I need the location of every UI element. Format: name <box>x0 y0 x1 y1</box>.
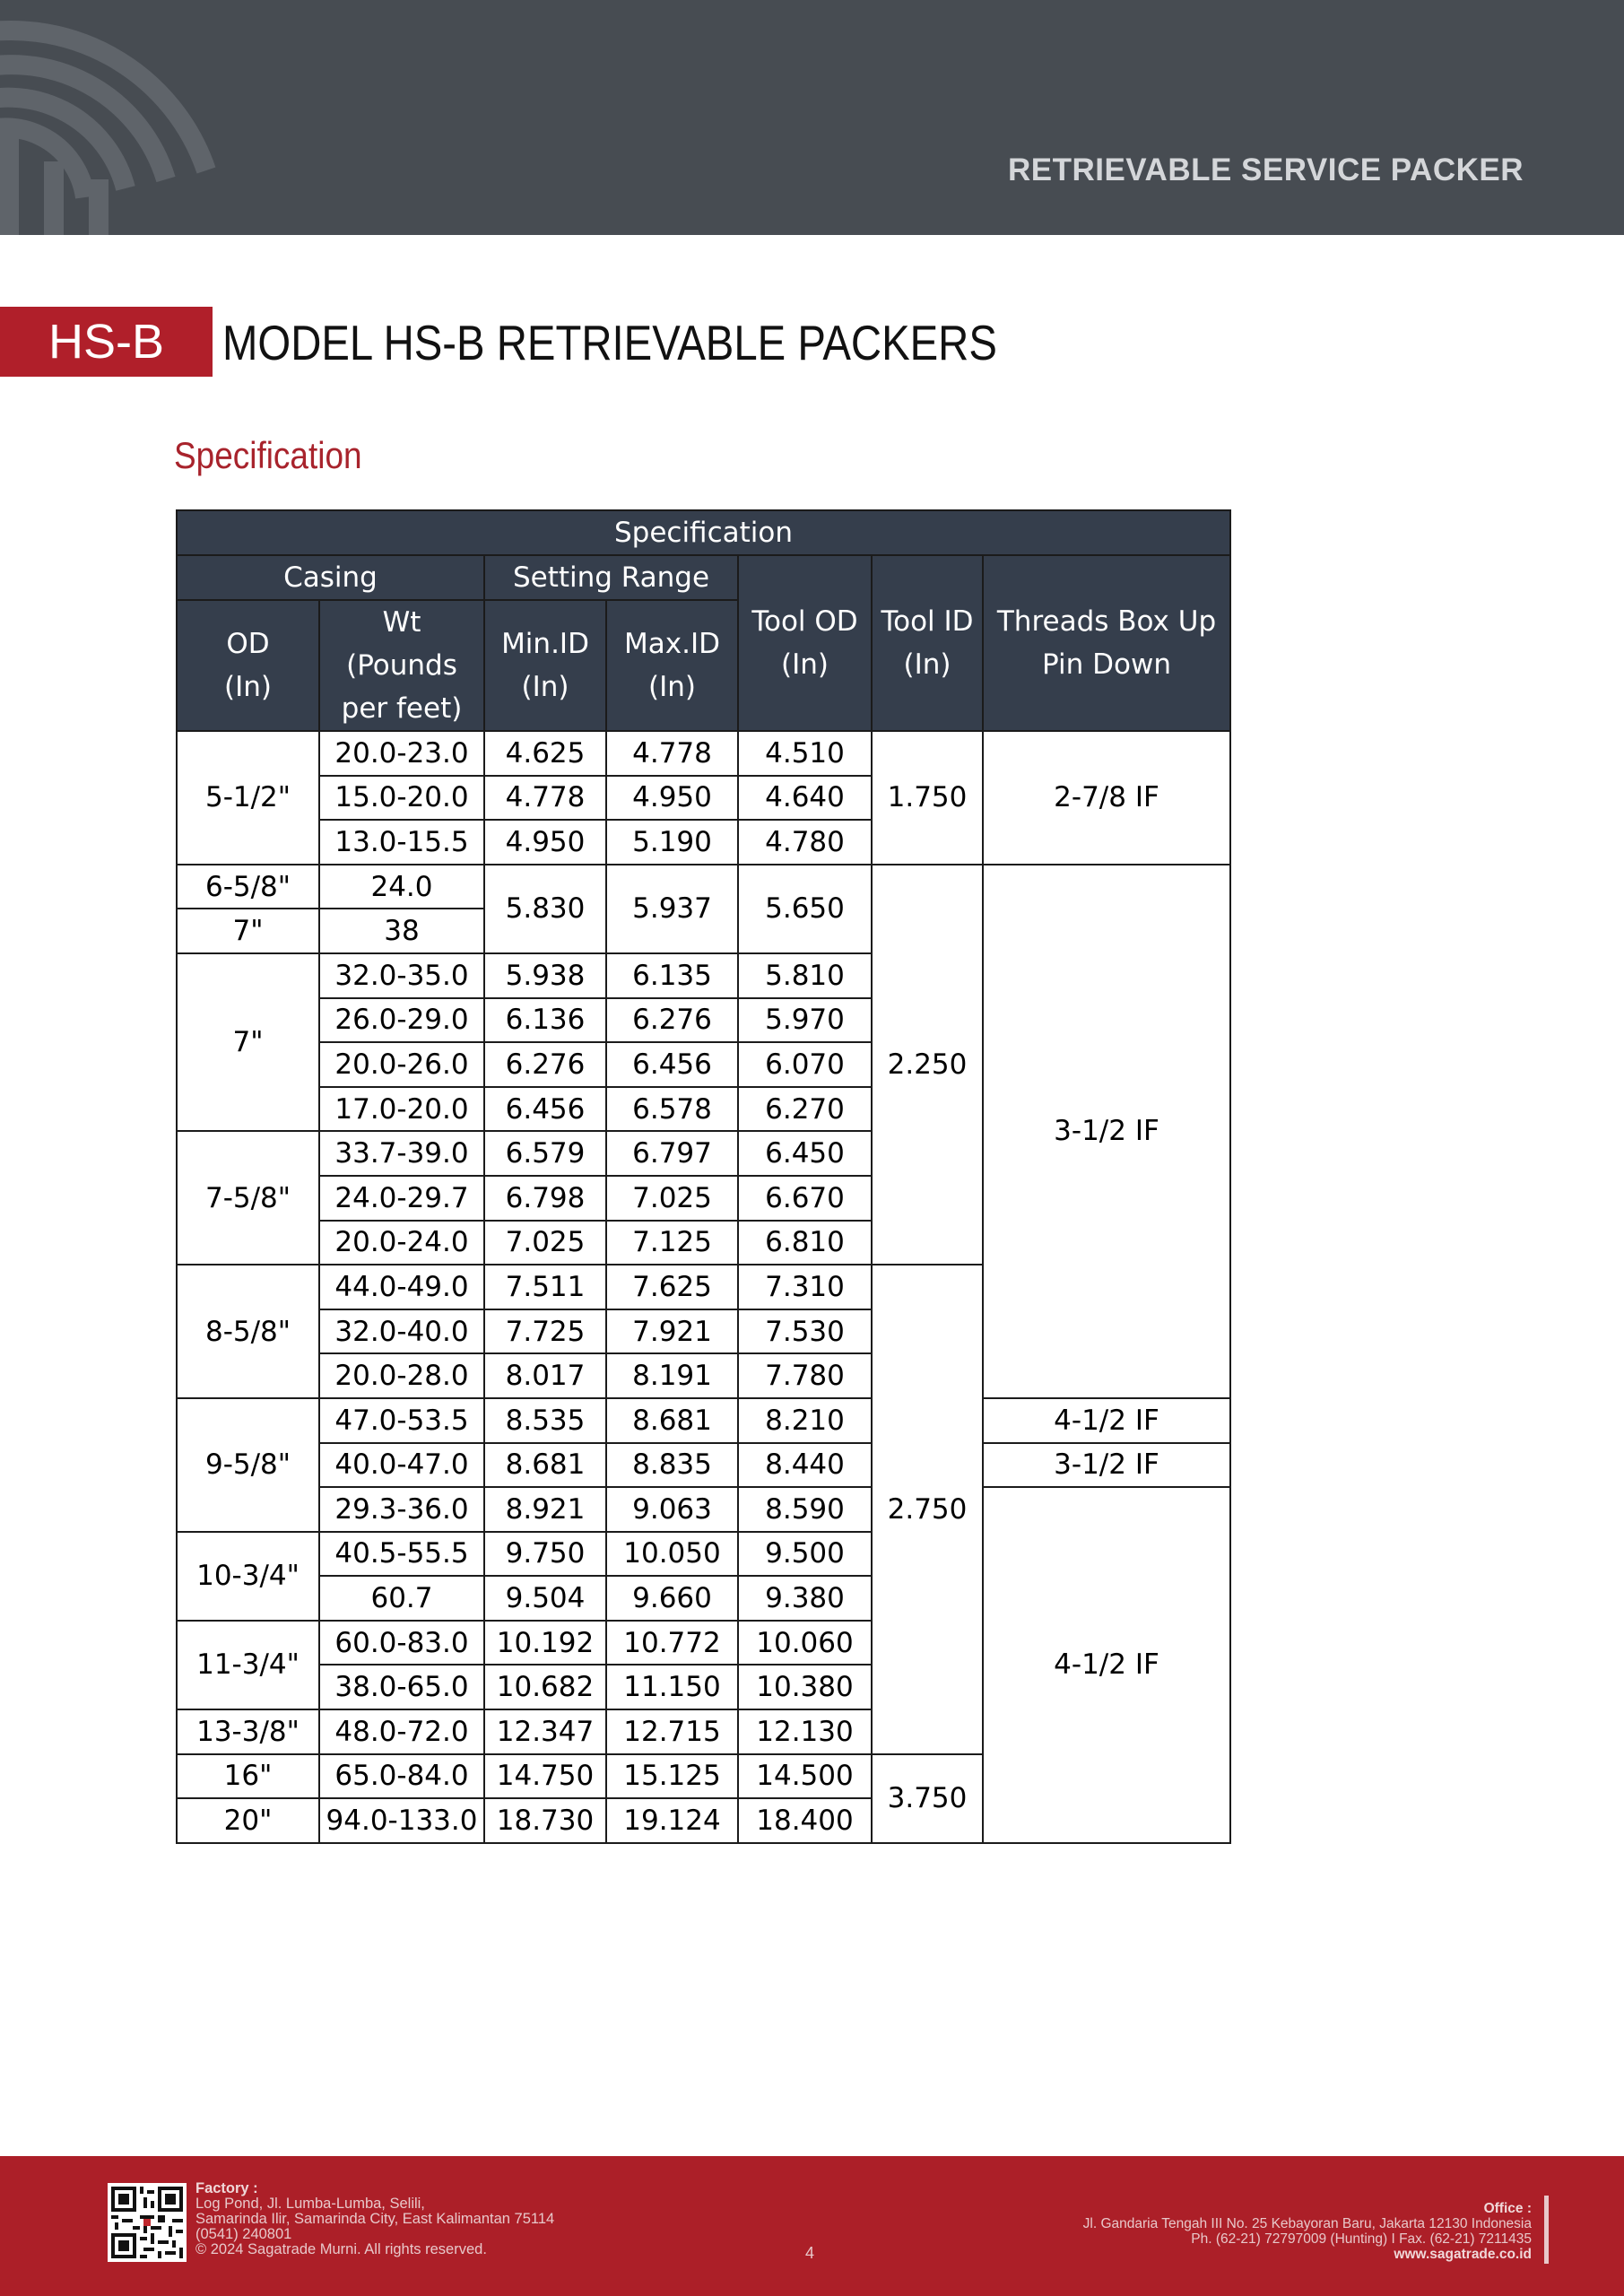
wt-cell: 24.0 <box>319 865 484 909</box>
max-id-cell: 10.772 <box>606 1621 738 1665</box>
min-id-cell: 8.921 <box>484 1487 606 1532</box>
min-id-cell: 6.579 <box>484 1131 606 1176</box>
min-id-cell: 9.504 <box>484 1576 606 1621</box>
website-link[interactable]: www.sagatrade.co.id <box>1394 2247 1532 2262</box>
tool-od-cell: 6.070 <box>738 1042 872 1087</box>
page-footer <box>0 2156 1624 2296</box>
wt-cell: 24.0-29.7 <box>319 1176 484 1221</box>
max-id-cell: 8.681 <box>606 1398 738 1443</box>
qr-code-icon <box>108 2183 187 2262</box>
max-id-cell: 6.456 <box>606 1042 738 1087</box>
threads-header: Threads Box Up Pin Down <box>983 555 1230 731</box>
wt-cell: 48.0-72.0 <box>319 1709 484 1754</box>
tool-od-cell: 7.310 <box>738 1265 872 1309</box>
max-id-cell: 4.950 <box>606 776 738 821</box>
min-id-cell: 6.456 <box>484 1087 606 1132</box>
wt-cell: 20.0-28.0 <box>319 1353 484 1398</box>
max-id-cell: 8.191 <box>606 1353 738 1398</box>
tool-od-cell: 4.640 <box>738 776 872 821</box>
copyright: © 2024 Sagatrade Murni. All rights reserved. <box>195 2241 487 2257</box>
od-cell: 10-3/4" <box>177 1532 319 1621</box>
min-id-cell: 4.778 <box>484 776 606 821</box>
max-id-cell: 7.921 <box>606 1309 738 1354</box>
min-id-cell: 5.830 <box>484 865 606 953</box>
od-cell: 5-1/2" <box>177 731 319 865</box>
tool-od-cell: 10.380 <box>738 1665 872 1709</box>
threads-cell: 3-1/2 IF <box>983 1443 1230 1488</box>
tool-od-cell: 4.510 <box>738 731 872 776</box>
tool-id-cell: 2.750 <box>872 1265 983 1754</box>
tool-od-cell: 6.670 <box>738 1176 872 1221</box>
tool-od-cell: 18.400 <box>738 1798 872 1843</box>
wt-cell: 13.0-15.5 <box>319 820 484 865</box>
wt-cell: 47.0-53.5 <box>319 1398 484 1443</box>
wt-cell: 20.0-26.0 <box>319 1042 484 1087</box>
max-id-cell: 11.150 <box>606 1665 738 1709</box>
min-id-cell: 8.681 <box>484 1443 606 1488</box>
min-id-cell: 5.938 <box>484 953 606 998</box>
tool-od-cell: 4.780 <box>738 820 872 865</box>
od-cell: 13-3/8" <box>177 1709 319 1754</box>
footer-divider <box>1544 2196 1549 2264</box>
wt-cell: 60.0-83.0 <box>319 1621 484 1665</box>
od-cell: 6-5/8" <box>177 865 319 909</box>
wt-cell: 26.0-29.0 <box>319 998 484 1043</box>
tool-id-cell: 2.250 <box>872 865 983 1265</box>
tool-od-cell: 7.780 <box>738 1353 872 1398</box>
casing-group-header: Casing <box>177 555 484 600</box>
min-id-cell: 12.347 <box>484 1709 606 1754</box>
factory-phone: (0541) 240801 <box>195 2226 292 2242</box>
tool-od-cell: 6.450 <box>738 1131 872 1176</box>
tool-id-header: Tool ID (In) <box>872 555 983 731</box>
min-id-header: Min.ID (In) <box>484 600 606 731</box>
max-id-cell: 12.715 <box>606 1709 738 1754</box>
min-id-cell: 10.682 <box>484 1665 606 1709</box>
max-id-cell: 5.937 <box>606 865 738 953</box>
setting-range-group-header: Setting Range <box>484 555 738 600</box>
office-phone: Ph. (62-21) 72797009 (Hunting) I Fax. (62-21) 7211435 <box>1191 2231 1532 2247</box>
min-id-cell: 6.798 <box>484 1176 606 1221</box>
wt-header: Wt (Pounds per feet) <box>319 600 484 731</box>
tool-od-cell: 6.270 <box>738 1087 872 1132</box>
wt-cell: 94.0-133.0 <box>319 1798 484 1843</box>
threads-cell: 2-7/8 IF <box>983 731 1230 865</box>
max-id-cell: 6.276 <box>606 998 738 1043</box>
table-row <box>177 865 1230 909</box>
wt-cell: 17.0-20.0 <box>319 1087 484 1132</box>
od-cell: 9-5/8" <box>177 1398 319 1532</box>
table-row <box>177 731 1230 776</box>
table-title-row <box>177 510 1230 555</box>
office-label: Office : <box>1483 2201 1532 2216</box>
max-id-cell: 15.125 <box>606 1754 738 1799</box>
max-id-header: Max.ID (In) <box>606 600 738 731</box>
tool-od-cell: 8.440 <box>738 1443 872 1488</box>
wt-cell: 15.0-20.0 <box>319 776 484 821</box>
factory-label: Factory : <box>195 2180 258 2196</box>
od-cell: 16" <box>177 1754 319 1799</box>
tool-od-cell: 7.530 <box>738 1309 872 1354</box>
min-id-cell: 7.025 <box>484 1221 606 1265</box>
od-cell: 7-5/8" <box>177 1131 319 1265</box>
min-id-cell: 7.725 <box>484 1309 606 1354</box>
max-id-cell: 7.025 <box>606 1176 738 1221</box>
sagatrade-logo-arcs-icon <box>0 0 251 235</box>
tool-od-cell: 9.500 <box>738 1532 872 1577</box>
tool-id-cell: 3.750 <box>872 1754 983 1843</box>
wt-cell: 29.3-36.0 <box>319 1487 484 1532</box>
header-title: RETRIEVABLE SERVICE PACKER <box>1007 152 1524 187</box>
table-group-row <box>177 555 1230 600</box>
od-cell: 11-3/4" <box>177 1621 319 1709</box>
min-id-cell: 8.535 <box>484 1398 606 1443</box>
threads-cell: 3-1/2 IF <box>983 865 1230 1398</box>
max-id-cell: 6.135 <box>606 953 738 998</box>
max-id-cell: 5.190 <box>606 820 738 865</box>
tool-od-cell: 5.970 <box>738 998 872 1043</box>
min-id-cell: 6.276 <box>484 1042 606 1087</box>
office-address-line: Jl. Gandaria Tengah III No. 25 Kebayoran Baru, Jakarta 12130 Indonesia <box>1082 2216 1532 2231</box>
tool-od-cell: 5.650 <box>738 865 872 953</box>
max-id-cell: 6.578 <box>606 1087 738 1132</box>
min-id-cell: 14.750 <box>484 1754 606 1799</box>
wt-cell: 40.5-55.5 <box>319 1532 484 1577</box>
page-header <box>0 0 1624 235</box>
tool-od-cell: 9.380 <box>738 1576 872 1621</box>
model-title: MODEL HS-B RETRIEVABLE PACKERS <box>222 315 997 370</box>
max-id-cell: 9.063 <box>606 1487 738 1532</box>
wt-cell: 38 <box>319 909 484 953</box>
wt-cell: 20.0-24.0 <box>319 1221 484 1265</box>
od-header: OD (In) <box>177 600 319 731</box>
tool-od-cell: 10.060 <box>738 1621 872 1665</box>
specification-table <box>176 509 1231 1844</box>
max-id-cell: 19.124 <box>606 1798 738 1843</box>
tool-od-cell: 5.810 <box>738 953 872 998</box>
wt-cell: 32.0-35.0 <box>319 953 484 998</box>
page-number: 4 <box>805 2244 815 2262</box>
factory-line-2: Samarinda Ilir, Samarinda City, East Kalimantan 75114 <box>195 2211 555 2227</box>
wt-cell: 38.0-65.0 <box>319 1665 484 1709</box>
min-id-cell: 8.017 <box>484 1353 606 1398</box>
factory-address <box>195 2181 554 2257</box>
tool-od-cell: 6.810 <box>738 1221 872 1265</box>
min-id-cell: 4.950 <box>484 820 606 865</box>
max-id-cell: 7.625 <box>606 1265 738 1309</box>
wt-cell: 33.7-39.0 <box>319 1131 484 1176</box>
tool-od-cell: 14.500 <box>738 1754 872 1799</box>
wt-cell: 20.0-23.0 <box>319 731 484 776</box>
wt-cell: 60.7 <box>319 1576 484 1621</box>
min-id-cell: 4.625 <box>484 731 606 776</box>
table-title: Specification <box>177 510 1230 555</box>
tool-od-cell: 8.210 <box>738 1398 872 1443</box>
od-cell: 8-5/8" <box>177 1265 319 1398</box>
min-id-cell: 7.511 <box>484 1265 606 1309</box>
tool-od-cell: 8.590 <box>738 1487 872 1532</box>
threads-cell: 4-1/2 IF <box>983 1398 1230 1443</box>
min-id-cell: 10.192 <box>484 1621 606 1665</box>
od-cell: 7" <box>177 909 319 953</box>
wt-cell: 65.0-84.0 <box>319 1754 484 1799</box>
max-id-cell: 9.660 <box>606 1576 738 1621</box>
threads-cell: 4-1/2 IF <box>983 1487 1230 1843</box>
min-id-cell: 9.750 <box>484 1532 606 1577</box>
wt-cell: 44.0-49.0 <box>319 1265 484 1309</box>
tool-id-cell: 1.750 <box>872 731 983 865</box>
max-id-cell: 10.050 <box>606 1532 738 1577</box>
tool-od-header: Tool OD (In) <box>738 555 872 731</box>
max-id-cell: 8.835 <box>606 1443 738 1488</box>
wt-cell: 40.0-47.0 <box>319 1443 484 1488</box>
od-cell: 7" <box>177 953 319 1131</box>
od-cell: 20" <box>177 1798 319 1843</box>
section-title: Specification <box>174 434 362 476</box>
max-id-cell: 6.797 <box>606 1131 738 1176</box>
min-id-cell: 6.136 <box>484 998 606 1043</box>
office-address <box>1083 2201 1532 2262</box>
factory-line-1: Log Pond, Jl. Lumba-Lumba, Selili, <box>195 2196 425 2212</box>
model-badge: HS-B <box>0 307 213 377</box>
max-id-cell: 4.778 <box>606 731 738 776</box>
min-id-cell: 18.730 <box>484 1798 606 1843</box>
wt-cell: 32.0-40.0 <box>319 1309 484 1354</box>
tool-od-cell: 12.130 <box>738 1709 872 1754</box>
max-id-cell: 7.125 <box>606 1221 738 1265</box>
